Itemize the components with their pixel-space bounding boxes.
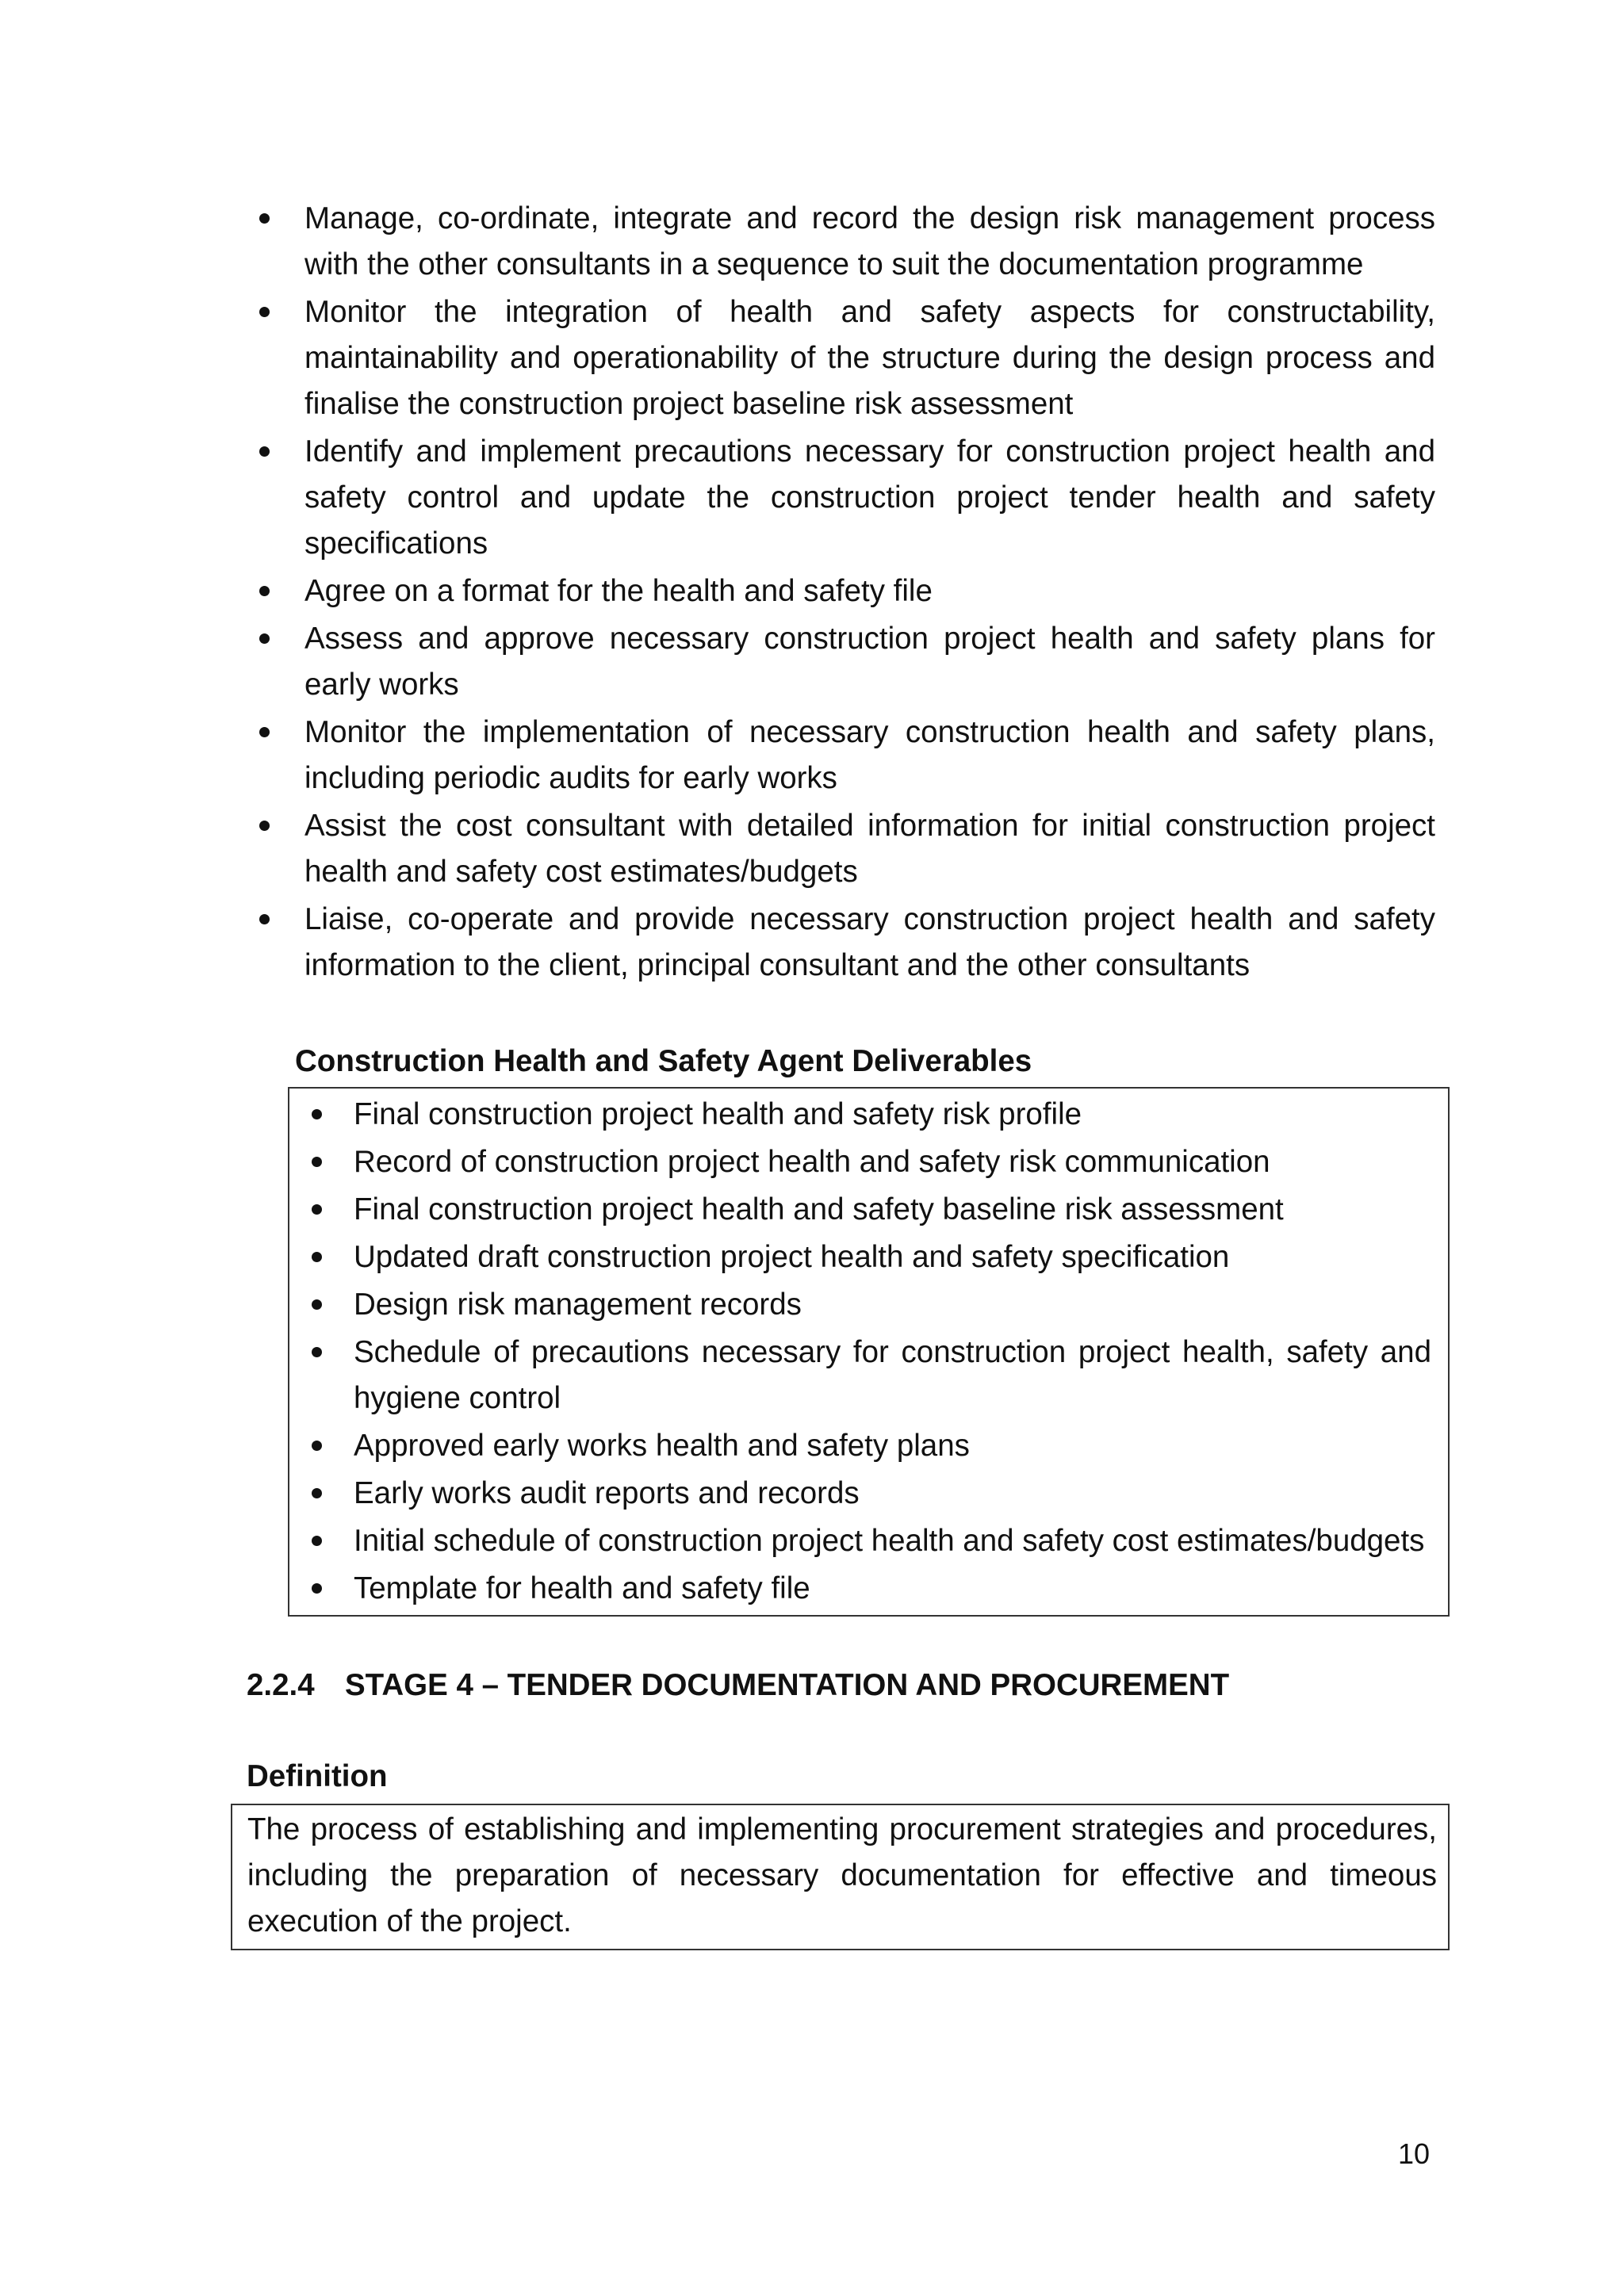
list-item [304, 568, 1435, 614]
deliverables-heading: Construction Health and Safety Agent Deliverables [295, 1044, 1032, 1078]
list-item-text: Agree on a format for the health and safety file [304, 574, 933, 608]
section-number: 2.2.4 [247, 1668, 315, 1702]
list-item [354, 1187, 1431, 1233]
bullet-icon [259, 727, 270, 737]
list-item-text: Initial schedule of construction project health and safety cost estimates/budgets [354, 1524, 1425, 1558]
list-item-text: Assess and approve necessary construction project health and safety plans for early works [304, 622, 1435, 702]
list-item [354, 1282, 1431, 1328]
responsibilities-list [304, 196, 1435, 990]
bullet-icon [259, 914, 270, 924]
list-item [354, 1234, 1431, 1280]
bullet-icon [312, 1536, 322, 1546]
bullet-icon [259, 586, 270, 596]
definition-text: The process of establishing and implementing procurement strategies and procedures, including the preparation of necessary documentation for effective and timeous execution of the project. [247, 1812, 1437, 1938]
list-item [354, 1423, 1431, 1469]
list-item [354, 1566, 1431, 1612]
list-item [304, 196, 1435, 288]
bullet-icon [312, 1252, 322, 1262]
list-item-text: Approved early works health and safety plans [354, 1429, 970, 1463]
bullet-icon [259, 446, 270, 457]
definition-heading: Definition [247, 1759, 388, 1793]
bullet-icon [312, 1347, 322, 1357]
list-item-text: Early works audit reports and records [354, 1476, 860, 1510]
bullet-icon [312, 1441, 322, 1451]
deliverables-list [354, 1092, 1431, 1613]
bullet-icon [312, 1157, 322, 1167]
list-item-text: Identify and implement precautions necessary for construction project health and safety control and update the construction project tender health and safety specifications [304, 434, 1435, 561]
list-item [354, 1471, 1431, 1517]
list-item-text: Manage, co-ordinate, integrate and record the design risk management process with the other consultants in a sequence to suit the documentation programme [304, 201, 1435, 281]
list-item-text: Monitor the integration of health and safety aspects for constructability, maintainability and operationability of the structure during the design process and finalise the construction project baseline risk assessment [304, 295, 1435, 421]
list-item-text: Final construction project health and safety risk profile [354, 1097, 1082, 1131]
section-title: STAGE 4 – TENDER DOCUMENTATION AND PROCUREMENT [345, 1668, 1230, 1702]
page-number: 10 [1398, 2137, 1431, 2170]
list-item-text: Updated draft construction project health and safety specification [354, 1240, 1230, 1274]
list-item [354, 1092, 1431, 1138]
bullet-icon [259, 307, 270, 317]
bullet-icon [259, 633, 270, 644]
list-item [354, 1330, 1431, 1422]
list-item-text: Template for health and safety file [354, 1571, 810, 1605]
list-item-text: Assist the cost consultant with detailed information for initial construction project health and safety cost estimates/budgets [304, 809, 1435, 889]
list-item [304, 897, 1435, 989]
definition-box [231, 1804, 1450, 1950]
bullet-icon [312, 1204, 322, 1215]
list-item [304, 429, 1435, 567]
list-item-text: Design risk management records [354, 1288, 802, 1322]
section-heading [247, 1663, 1229, 1709]
bullet-icon [259, 821, 270, 831]
list-item [304, 616, 1435, 708]
bullet-icon [312, 1109, 322, 1119]
bullet-icon [312, 1583, 322, 1594]
list-item-text: Schedule of precautions necessary for construction project health, safety and hygiene control [354, 1335, 1431, 1415]
list-item [354, 1518, 1431, 1564]
list-item [304, 803, 1435, 895]
list-item-text: Liaise, co-operate and provide necessary construction project health and safety information to the client, principal consultant and the other consultants [304, 902, 1435, 982]
list-item-text: Record of construction project health and safety risk communication [354, 1145, 1270, 1179]
list-item-text: Final construction project health and safety baseline risk assessment [354, 1192, 1284, 1226]
bullet-icon [259, 213, 270, 224]
bullet-icon [312, 1299, 322, 1310]
deliverables-box [288, 1087, 1450, 1617]
list-item [354, 1139, 1431, 1185]
list-item-text: Monitor the implementation of necessary construction health and safety plans, including periodic audits for early works [304, 715, 1435, 795]
list-item [304, 289, 1435, 427]
list-item [304, 710, 1435, 802]
bullet-icon [312, 1488, 322, 1498]
